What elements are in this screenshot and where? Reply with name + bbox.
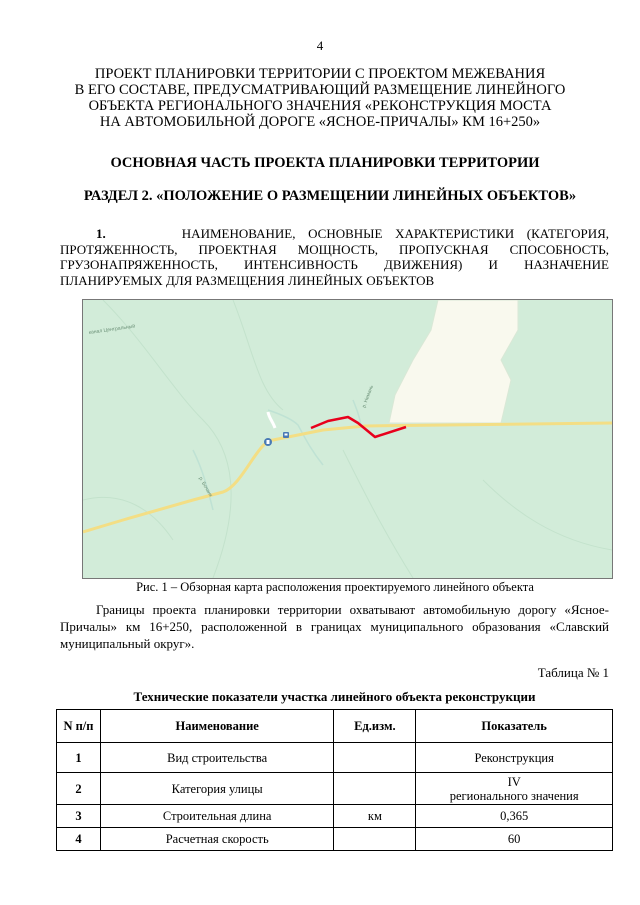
cell-unit: км — [334, 805, 416, 828]
cell-value-line: регионального значения — [449, 788, 579, 803]
header-value: Показатель — [416, 710, 613, 743]
cell-value — [416, 773, 613, 805]
cell-num: 4 — [57, 828, 101, 851]
overview-map — [82, 299, 613, 579]
cell-value: 60 — [416, 828, 613, 851]
main-heading: ОСНОВНАЯ ЧАСТЬ ПРОЕКТА ПЛАНИРОВКИ ТЕРРИТОРИИ — [110, 155, 540, 171]
cell-num: 2 — [57, 773, 101, 805]
table-header-row — [57, 710, 613, 743]
document-title — [60, 66, 580, 130]
header-unit: Ед.изм. — [334, 710, 416, 743]
title-line: ОБЪЕКТА РЕГИОНАЛЬНОГО ЗНАЧЕНИЯ «РЕКОНСТРУКЦИЯ МОСТА — [88, 98, 552, 114]
table-title: Технические показатели участка линейного объекта реконструкции — [133, 689, 536, 704]
title-line: ПРОЕКТ ПЛАНИРОВКИ ТЕРРИТОРИИ С ПРОЕКТОМ МЕЖЕВАНИЯ — [94, 66, 546, 82]
map-canvas — [83, 300, 612, 578]
cell-value-line: IV — [507, 774, 521, 789]
item-heading-line: ГРУЗОНАПРЯЖЕННОСТЬ, ИНТЕНСИВНОСТЬ ДВИЖЕНИЯ) И НАЗНАЧЕНИЕ — [60, 257, 609, 272]
cell-name: Категория улицы — [100, 773, 334, 805]
item-heading-line: ПЛАНИРУЕМЫХ ДЛЯ РАЗМЕЩЕНИЯ ЛИНЕЙНЫХ ОБЪЕКТОВ — [60, 272, 435, 288]
map-label-river-south: р. Бочанк — [197, 476, 214, 498]
item-heading-text: НАИМЕНОВАНИЕ, ОСНОВНЫЕ ХАРАКТЕРИСТИКИ (КАТЕГОРИЯ, — [181, 226, 610, 241]
table-row — [57, 743, 613, 773]
item-heading — [60, 226, 609, 288]
figure-caption: Рис. 1 – Обзорная карта расположения проектируемого линейного объекта — [136, 580, 534, 594]
header-name: Наименование — [100, 710, 334, 743]
page-number: 4 — [316, 38, 324, 53]
item-heading-line — [60, 226, 609, 242]
table-row — [57, 773, 613, 805]
cell-value: 0,365 — [416, 805, 613, 828]
header-num: N п/п — [57, 710, 101, 743]
forest-area — [83, 300, 612, 578]
table-row — [57, 828, 613, 851]
technical-indicators-table — [56, 709, 613, 851]
map-label-canal: канал Центральный — [88, 323, 136, 336]
cell-unit — [334, 828, 416, 851]
table-row — [57, 805, 613, 828]
cell-name: Расчетная скорость — [100, 828, 334, 851]
item-number: 1. — [96, 226, 106, 241]
cell-name: Вид строительства — [100, 743, 334, 773]
item-heading-line: ПРОТЯЖЕННОСТЬ, ПРОЕКТНАЯ МОЩНОСТЬ, ПРОПУСКНАЯ СПОСОБНОСТЬ, — [60, 241, 609, 257]
title-line: В ЕГО СОСТАВЕ, ПРЕДУСМАТРИВАЮЩИЙ РАЗМЕЩЕНИЕ ЛИНЕЙНОГО — [74, 82, 566, 98]
cell-num: 3 — [57, 805, 101, 828]
gas-station-icon — [264, 438, 272, 446]
cell-name: Строительная длина — [100, 805, 334, 828]
section-heading: РАЗДЕЛ 2. «ПОЛОЖЕНИЕ О РАЗМЕЩЕНИИ ЛИНЕЙНЫХ ОБЪЕКТОВ» — [83, 188, 577, 204]
map-label-river-east: р. Немань — [361, 384, 375, 409]
table-number: Таблица № 1 — [537, 665, 609, 680]
cell-unit — [334, 743, 416, 773]
cell-value: Реконструкция — [416, 743, 613, 773]
bus-stop-icon — [283, 432, 289, 438]
cell-num: 1 — [57, 743, 101, 773]
title-line: НА АВТОМОБИЛЬНОЙ ДОРОГЕ «ЯСНОЕ-ПРИЧАЛЫ» КМ 16+250» — [99, 114, 541, 130]
body-paragraph: Границы проекта планировки территории охватывают автомобильную дорогу «Ясное-Причалы» км 16+250, расположенной в границах муниципального образования «Славский муниципальный округ». — [60, 602, 609, 651]
cell-unit — [334, 773, 416, 805]
